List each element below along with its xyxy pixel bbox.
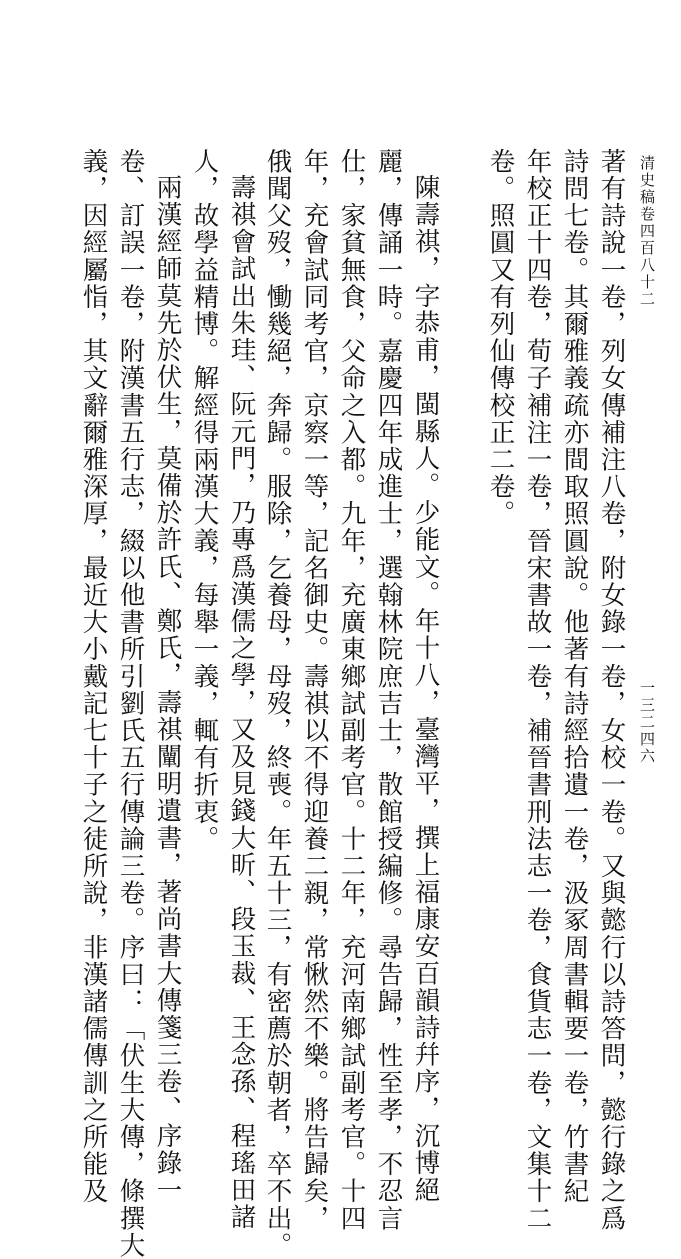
text-column-3: 年校正十四卷，荀子補注一卷，晉宋書故一卷，補晉書刑法志一卷，食貨志一卷，文集十二 <box>522 148 553 1232</box>
text-column-2: 詩問七卷。其爾雅義疏亦間取照圓說。他著有詩經拾遺一卷，汲冢周書輯要一卷，竹書紀 <box>559 148 590 1205</box>
text-column-8: 年，充會試同考官，京察一等，記名御史。壽祺以不得迎養二親，常愀然不樂。將告歸矣， <box>299 148 330 1232</box>
text-column-12: 兩漢經師莫先於伏生，莫備於許氏、鄭氏，壽祺闡明遺書，著尚書大傳箋三卷、序錄一 <box>152 174 183 1204</box>
text-column-1: 著有詩說一卷，列女傳補注八卷，附女錄一卷，女校一卷。又與懿行以詩答問，懿行錄之爲 <box>596 148 627 1232</box>
text-column-10: 壽祺會試出朱珪、阮元門，乃專爲漢儒之學，又及見錢大昕、段玉裁、王念孫、程瑤田諸 <box>226 174 257 1231</box>
text-column-6: 麗，傳誦一時。嘉慶四年成進士，選翰林院庶吉士，散館授編修。尋告歸，性至孝，不忍言 <box>373 148 404 1232</box>
text-column-4: 卷。照圓又有列仙傳校正二卷。 <box>485 148 516 528</box>
text-column-14: 義，因經屬恉，其文辭爾雅深厚，最近大小戴記七十子之徒所說，非漢諸儒傳訓之所能及 <box>78 148 109 1205</box>
running-head-title: 清史稿卷四百八十二 <box>638 155 656 308</box>
text-column-9: 俄聞父歿，慟幾絕，奔歸。服除，乞養母，母歿，終喪。年五十三，有密薦於朝者，卒不出。 <box>262 148 293 1259</box>
text-column-7: 仕，家貧無食，父命之入都。九年，充廣東鄉試副考官。十二年，充河南鄉試副考官。十四 <box>336 148 367 1232</box>
running-head-page-number: 一三二四六 <box>638 680 656 765</box>
text-column-5: 陳壽祺，字恭甫，閩縣人。少能文。年十八，臺灣平，撰上福康安百韻詩幷序，沉博絕 <box>410 174 441 1204</box>
text-column-11: 人，故學益精博。解經得兩漢大義，每舉一義，輒有折衷。 <box>189 148 220 853</box>
text-column-13: 卷、訂誤一卷，附漢書五行志，綴以他書所引劉氏五行傳論三卷。序曰：「伏生大傳，條撰大 <box>115 148 146 1259</box>
